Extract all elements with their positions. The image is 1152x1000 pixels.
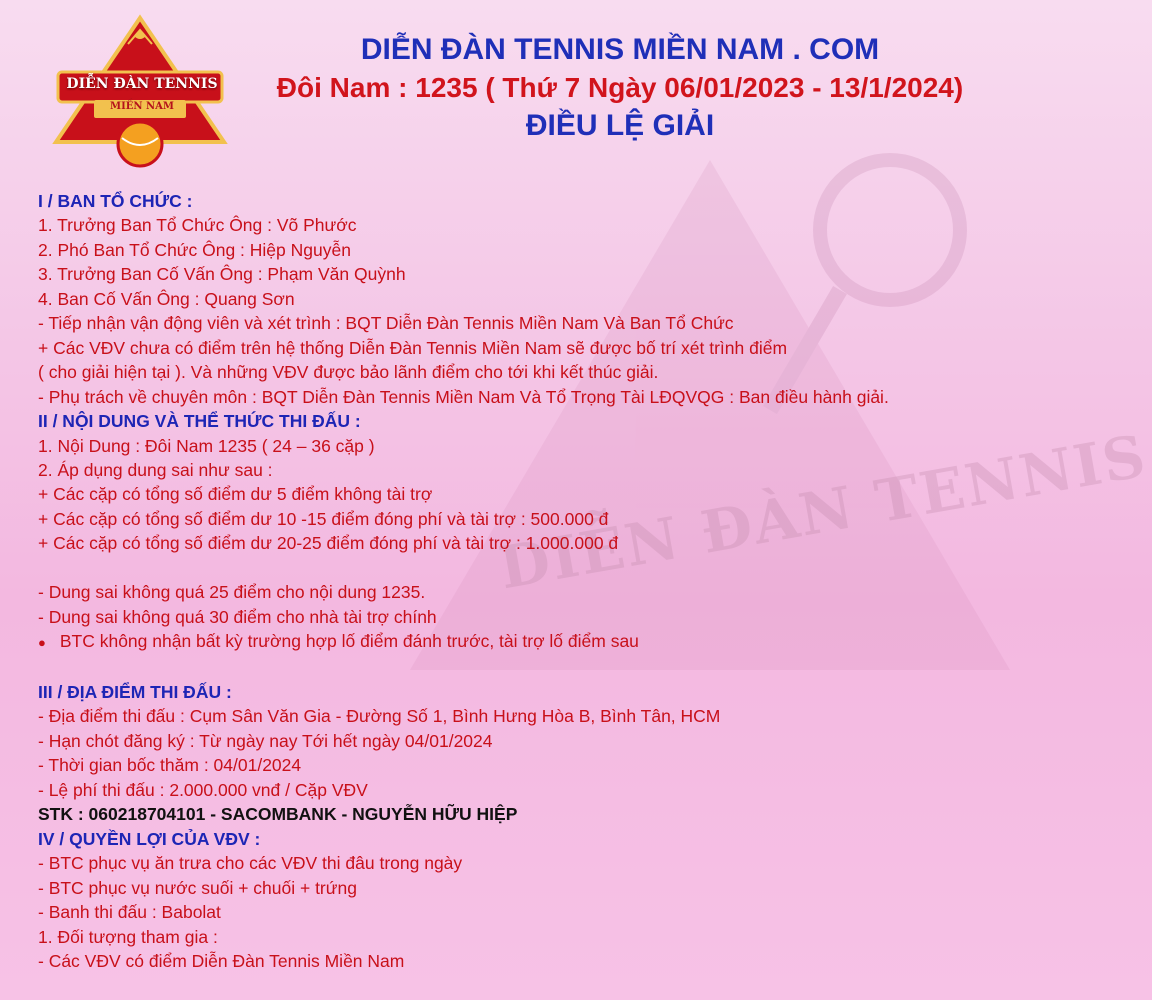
site-title: DIỄN ĐÀN TENNIS MIỀN NAM . COM: [360, 33, 880, 66]
rule-line: ( cho giải hiện tại ). Và những VĐV được bảo lãnh điểm cho tới khi kết thúc giải.: [38, 362, 659, 383]
rule-line: 3. Trưởng Ban Cố Vấn Ông : Phạm Văn Quỳnh: [38, 264, 406, 285]
document-title: ĐIỀU LỆ GIẢI: [525, 109, 715, 142]
header: [240, 30, 1000, 146]
logo-emblem: [52, 14, 228, 174]
event-title: Đôi Nam : 1235 ( Thứ 7 Ngày 06/01/2023 - 13/1/2024): [276, 72, 964, 103]
rule-line: STK : 060218704101 - SACOMBANK - NGUYỄN HỮU HIỆP: [38, 804, 518, 825]
rule-line: 1. Nội Dung : Đôi Nam 1235 ( 24 – 36 cặp ): [38, 435, 375, 456]
section-heading: I / BAN TỔ CHỨC :: [38, 191, 193, 211]
rule-line: - Các VĐV có điểm Diễn Đàn Tennis Miền Nam: [38, 951, 405, 972]
rule-line: - Tiếp nhận vận động viên và xét trình : BQT Diễn Đàn Tennis Miền Nam Và Ban Tổ Chức: [38, 313, 734, 334]
rule-line: - Dung sai không quá 25 điểm cho nội dung 1235.: [38, 582, 426, 603]
rule-line: 1. Trưởng Ban Tổ Chức Ông : Võ Phước: [38, 215, 357, 236]
rules-content: [38, 189, 1028, 973]
spacer: [38, 656, 1028, 680]
watermark-text: DIỄN ĐÀN TENNIS: [494, 421, 1152, 603]
rule-line: 2. Áp dụng dung sai như sau :: [38, 459, 273, 480]
section-heading: III / ĐỊA ĐIỂM THI ĐẤU :: [38, 682, 232, 703]
rule-line: - Banh thi đấu : Babolat: [38, 902, 221, 923]
rule-line: - Địa điểm thi đấu : Cụm Sân Văn Gia - Đường Số 1, Bình Hưng Hòa B, Bình Tân, HCM: [38, 706, 721, 727]
rule-line: + Các cặp có tổng số điểm dư 20-25 điểm đóng phí và tài trợ : 1.000.000 đ: [38, 533, 619, 554]
logo-subtitle: MIỀN NAM: [110, 101, 174, 112]
logo-title: DIỄN ĐÀN TENNIS: [66, 76, 218, 92]
section-heading: IV / QUYỀN LỢI CỦA VĐV :: [38, 828, 261, 849]
rule-line: + Các cặp có tổng số điểm dư 5 điểm không tài trợ: [38, 484, 433, 505]
rule-line: - BTC phục vụ nước suối + chuối + trứng: [38, 877, 357, 898]
rule-line: 2. Phó Ban Tổ Chức Ông : Hiệp Nguyễn: [38, 239, 351, 260]
spacer: [38, 556, 1028, 580]
rule-line: - BTC phục vụ ăn trưa cho các VĐV thi đâu trong ngày: [38, 853, 463, 874]
rule-line: - Hạn chót đăng ký : Từ ngày nay Tới hết ngày 04/01/2024: [38, 730, 493, 751]
rule-line: + Các VĐV chưa có điểm trên hệ thống Diễn Đàn Tennis Miền Nam sẽ được bố trí xét trình điểm: [38, 337, 788, 358]
rule-line: - Phụ trách về chuyên môn : BQT Diễn Đàn Tennis Miền Nam Và Tổ Trọng Tài LĐQVQG : Ban điều hành giải.: [38, 386, 889, 407]
rule-line: + Các cặp có tổng số điểm dư 10 -15 điểm đóng phí và tài trợ : 500.000 đ: [38, 508, 609, 529]
rule-line: - Lệ phí thi đấu : 2.000.000 vnđ / Cặp VĐV: [38, 779, 368, 800]
rule-line: 1. Đối tượng tham gia :: [38, 926, 218, 947]
section-heading: II / NỘI DUNG VÀ THỂ THỨC THI ĐẤU :: [38, 411, 361, 432]
rule-line: ● BTC không nhận bất kỳ trường hợp lố điểm đánh trước, tài trợ lố điểm sau: [38, 629, 1028, 655]
rule-line: - Dung sai không quá 30 điểm cho nhà tài trợ chính: [38, 606, 437, 627]
rule-line: 4. Ban Cố Vấn Ông : Quang Sơn: [38, 288, 295, 309]
rule-line: - Thời gian bốc thăm : 04/01/2024: [38, 755, 302, 776]
